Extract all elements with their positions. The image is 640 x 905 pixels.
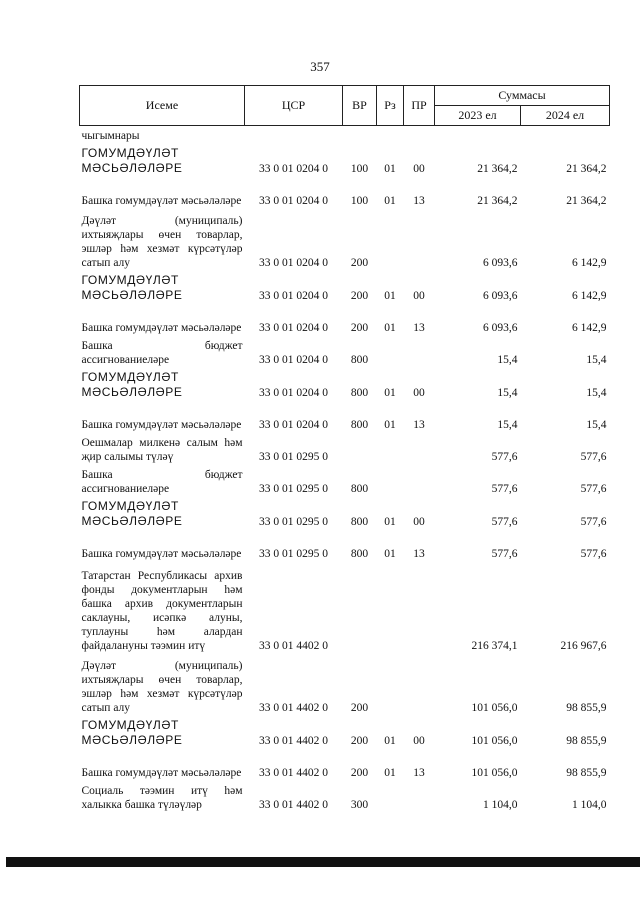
row-sum-2023: 101 056,0 (471, 702, 518, 714)
table-row (80, 653, 610, 715)
row-sum-2023: 577,6 (491, 483, 518, 495)
row-sum-2023: 15,4 (497, 354, 518, 366)
row-csr: 33 0 01 0204 0 (259, 290, 328, 302)
row-sum-2024: 577,6 (580, 516, 607, 528)
row-pr: 00 (413, 387, 425, 399)
row-rz: 01 (384, 548, 396, 560)
table-row (80, 464, 610, 496)
row-sum-2024: 21 364,2 (566, 195, 607, 207)
row-rz: 01 (384, 290, 396, 302)
row-rz (377, 653, 404, 715)
row-name: Дәүләт (муниципаль) ихтыяҗлары өчен товарлар, эшләр һәм хезмәт күрсәтүләр сатып алу (81, 215, 243, 269)
row-sum-2024: 98 855,9 (566, 735, 607, 747)
row-csr: 33 0 01 0204 0 (259, 257, 328, 269)
row-rz: 01 (384, 516, 396, 528)
row-sum-2023: 6 093,6 (483, 257, 518, 269)
row-pr (404, 208, 435, 270)
row-vr: 300 (350, 799, 369, 811)
row-sum-2024: 6 142,9 (572, 322, 607, 334)
table-row (80, 529, 610, 561)
row-vr: 800 (350, 354, 369, 366)
row-rz: 01 (384, 163, 396, 175)
table-row (80, 176, 610, 208)
scan-bottom-border (6, 857, 640, 867)
table-body (80, 126, 610, 813)
row-sum-2023: 21 364,2 (477, 195, 518, 207)
row-vr: 800 (350, 483, 369, 495)
table-row (80, 270, 610, 303)
row-name: Башка гомумдәүләт мәсьәләләре (81, 419, 242, 431)
row-sum-2023: 15,4 (497, 419, 518, 431)
row-vr: 800 (350, 387, 369, 399)
row-csr: 33 0 01 0295 0 (259, 516, 328, 528)
header-name: Исеме (80, 86, 245, 126)
row-sum-2024: 577,6 (580, 451, 607, 463)
row-rz: 01 (384, 419, 396, 431)
row-rz (377, 464, 404, 496)
row-csr: 33 0 01 0204 0 (259, 354, 328, 366)
row-rz (377, 208, 404, 270)
row-rz: 01 (384, 387, 396, 399)
row-vr: 200 (350, 702, 369, 714)
row-sum-2023: 21 364,2 (477, 163, 518, 175)
row-pr (404, 561, 435, 653)
header-csr: ЦСР (245, 86, 343, 126)
row-name: ГОМУМДӘҮЛӘТ МӘСЬӘЛӘЛӘРЕ (81, 273, 183, 302)
row-sum-2023: 101 056,0 (471, 735, 518, 747)
header-year-2024: 2024 ел (521, 106, 610, 126)
row-pr: 00 (413, 516, 425, 528)
table-row (80, 303, 610, 335)
row-csr: 33 0 01 0295 0 (259, 548, 328, 560)
row-name: Башка гомумдәүләт мәсьәләләре (81, 322, 242, 334)
row-pr: 13 (413, 419, 425, 431)
row-rz (377, 126, 404, 144)
row-name: Башка гомумдәүләт мәсьәләләре (81, 195, 242, 207)
row-sum-2023: 1 104,0 (483, 799, 518, 811)
table-row (80, 748, 610, 780)
row-vr: 200 (350, 767, 369, 779)
row-vr: 100 (350, 195, 369, 207)
row-sum-2024: 216 967,6 (560, 640, 607, 652)
table-row (80, 400, 610, 432)
row-name: Башка гомумдәүләт мәсьәләләре (81, 767, 242, 779)
row-pr (404, 780, 435, 812)
row-rz: 01 (384, 735, 396, 747)
row-sum-2023: 577,6 (491, 451, 518, 463)
row-pr (404, 126, 435, 144)
table-header (80, 86, 610, 126)
row-csr: 33 0 01 0295 0 (259, 451, 328, 463)
table-row (80, 335, 610, 367)
row-name: ГОМУМДӘҮЛӘТ МӘСЬӘЛӘЛӘРЕ (81, 146, 183, 175)
row-sum-2024: 15,4 (586, 419, 607, 431)
row-vr: 200 (350, 735, 369, 747)
table-row (80, 432, 610, 464)
row-name: ГОМУМДӘҮЛӘТ МӘСЬӘЛӘЛӘРЕ (81, 499, 183, 528)
table-row (80, 126, 610, 144)
row-pr (404, 653, 435, 715)
row-sum-2023: 6 093,6 (483, 290, 518, 302)
row-sum-2024: 21 364,2 (566, 163, 607, 175)
row-pr: 13 (413, 548, 425, 560)
row-csr: 33 0 01 0204 0 (259, 419, 328, 431)
row-rz (377, 561, 404, 653)
table-row (80, 561, 610, 653)
row-pr: 13 (413, 322, 425, 334)
table-row (80, 715, 610, 748)
row-pr (404, 335, 435, 367)
row-vr (343, 432, 377, 464)
row-csr: 33 0 01 4402 0 (259, 702, 328, 714)
row-vr: 100 (350, 163, 369, 175)
row-name: Оешмалар милкенә салым һәм җир салымы түләү (81, 437, 243, 463)
row-vr: 200 (350, 257, 369, 269)
row-rz (377, 780, 404, 812)
row-vr (343, 561, 377, 653)
row-name: Дәүләт (муниципаль) ихтыяҗлары өчен товарлар, эшләр һәм хезмәт күрсәтүләр сатып алу (81, 660, 243, 714)
row-csr (245, 126, 343, 144)
table-row (80, 143, 610, 176)
row-sum-2023 (435, 126, 521, 144)
row-pr: 00 (413, 735, 425, 747)
row-pr (404, 464, 435, 496)
row-sum-2023: 577,6 (491, 516, 518, 528)
row-name: Социаль тәэмин итү һәм халыкка башка түләүләр (81, 785, 243, 811)
row-vr (343, 126, 377, 144)
row-csr: 33 0 01 4402 0 (259, 799, 328, 811)
budget-table (79, 85, 610, 812)
row-sum-2023: 6 093,6 (483, 322, 518, 334)
row-name: Татарстан Республикасы архив фонды документларын һәм башка архив документларын саклауны, исәпкә алуны, туплауны һәм алардан файдалануны тәэмин итү (81, 570, 243, 652)
row-pr (404, 432, 435, 464)
row-csr: 33 0 01 4402 0 (259, 735, 328, 747)
row-pr: 13 (413, 767, 425, 779)
page-number: 357 (310, 59, 330, 74)
row-pr: 00 (413, 290, 425, 302)
row-sum-2024: 98 855,9 (566, 767, 607, 779)
row-name: ГОМУМДӘҮЛӘТ МӘСЬӘЛӘЛӘРЕ (81, 370, 183, 399)
table-row (80, 780, 610, 812)
header-pr: ПР (404, 86, 435, 126)
header-rz: Рз (377, 86, 404, 126)
row-sum-2024: 6 142,9 (572, 290, 607, 302)
row-sum-2023: 577,6 (491, 548, 518, 560)
table-row (80, 367, 610, 400)
table-row (80, 208, 610, 270)
row-sum-2024: 1 104,0 (572, 799, 607, 811)
row-sum-2023: 15,4 (497, 387, 518, 399)
row-vr: 200 (350, 290, 369, 302)
row-pr: 00 (413, 163, 425, 175)
row-name: Башка гомумдәүләт мәсьәләләре (81, 548, 242, 560)
row-vr: 800 (350, 419, 369, 431)
row-name: Башка бюджет ассигнованиеләре (81, 340, 243, 366)
row-csr: 33 0 01 0204 0 (259, 322, 328, 334)
row-csr: 33 0 01 0204 0 (259, 195, 328, 207)
row-rz: 01 (384, 322, 396, 334)
row-name: чыгымнары (81, 130, 140, 142)
header-vr: ВР (343, 86, 377, 126)
row-csr: 33 0 01 0204 0 (259, 163, 328, 175)
row-vr: 200 (350, 322, 369, 334)
row-sum-2024: 98 855,9 (566, 702, 607, 714)
row-sum-2024 (521, 126, 610, 144)
row-name: Башка бюджет ассигнованиеләре (81, 469, 243, 495)
row-sum-2023: 101 056,0 (471, 767, 518, 779)
row-csr: 33 0 01 0204 0 (259, 387, 328, 399)
header-year-2023: 2023 ел (435, 106, 521, 126)
row-sum-2024: 577,6 (580, 548, 607, 560)
row-sum-2024: 577,6 (580, 483, 607, 495)
row-vr: 800 (350, 516, 369, 528)
row-rz (377, 432, 404, 464)
row-sum-2024: 6 142,9 (572, 257, 607, 269)
row-name: ГОМУМДӘҮЛӘТ МӘСЬӘЛӘЛӘРЕ (81, 718, 183, 747)
row-csr: 33 0 01 4402 0 (259, 767, 328, 779)
row-csr: 33 0 01 0295 0 (259, 483, 328, 495)
row-vr: 800 (350, 548, 369, 560)
row-rz: 01 (384, 767, 396, 779)
header-sums: Суммасы (435, 86, 610, 106)
row-rz (377, 335, 404, 367)
row-rz: 01 (384, 195, 396, 207)
row-sum-2024: 15,4 (586, 387, 607, 399)
row-csr: 33 0 01 4402 0 (259, 640, 328, 652)
row-pr: 13 (413, 195, 425, 207)
row-sum-2024: 15,4 (586, 354, 607, 366)
row-sum-2023: 216 374,1 (471, 640, 518, 652)
table-row (80, 496, 610, 529)
